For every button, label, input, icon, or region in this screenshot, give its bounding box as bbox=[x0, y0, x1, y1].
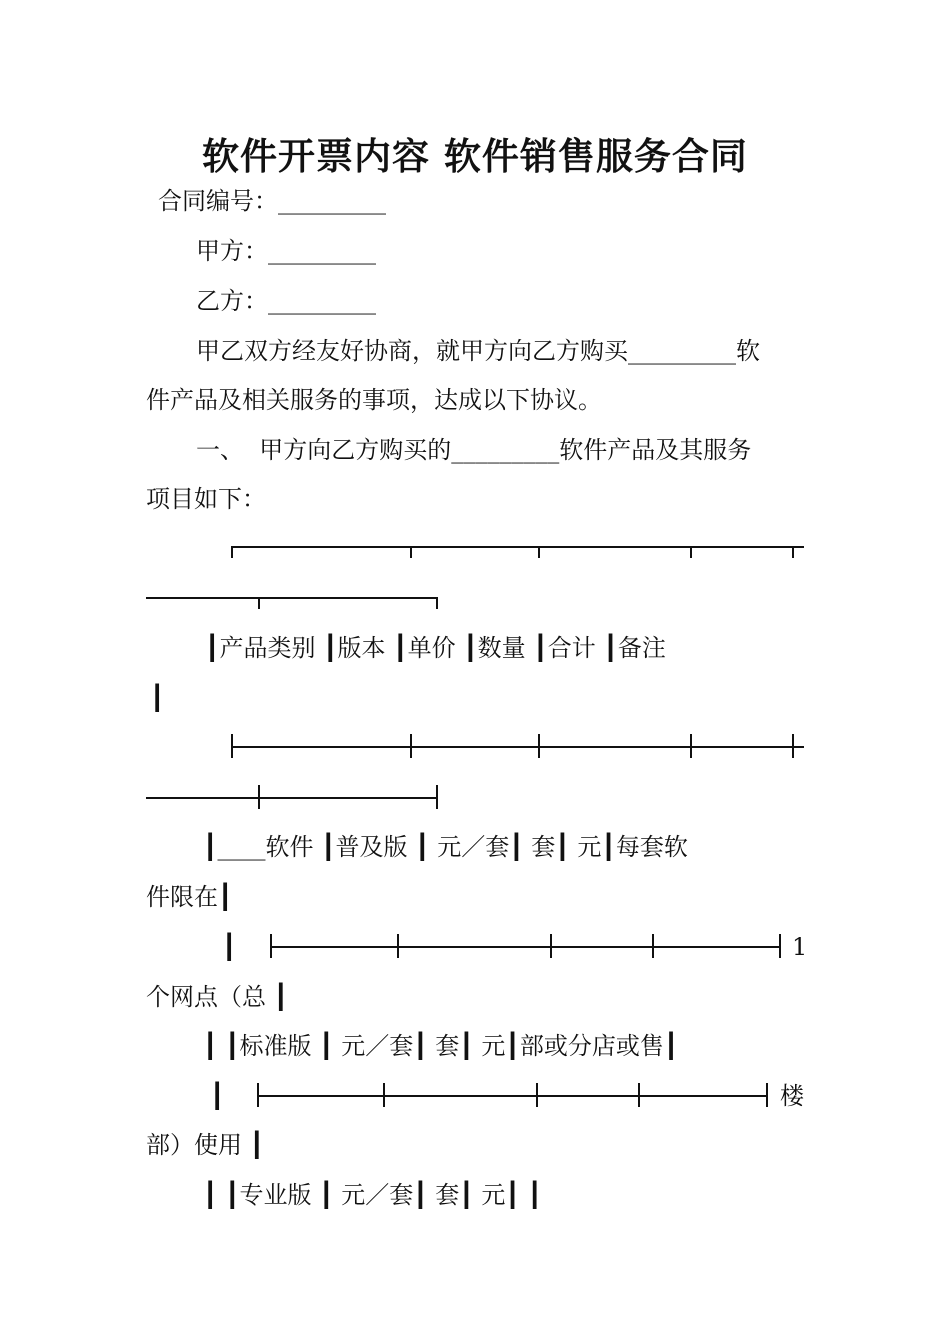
table-row-basic: ┃____软件 ┃普及版 ┃ 元／套┃ 套┃ 元┃每套软 bbox=[203, 833, 688, 861]
clause-one-line-1: 一、 甲方向乙方购买的_________软件产品及其服务 bbox=[196, 436, 752, 464]
table-row-basic-cont: 件限在┃ bbox=[146, 883, 233, 911]
table-header-row: ┃产品类别 ┃版本 ┃单价 ┃数量 ┃合计 ┃备注 bbox=[205, 634, 666, 662]
clause-one-line-2: 项目如下： bbox=[146, 485, 266, 513]
intro-paragraph-line-2: 件产品及相关服务的事项，达成以下协议。 bbox=[146, 386, 602, 414]
party-b-line: 乙方：_________ bbox=[196, 287, 376, 315]
intro-paragraph-line-1: 甲乙双方经友好协商，就甲方向乙方购买_________软 bbox=[196, 337, 760, 365]
table-row-standard: ┃ ┃标准版 ┃ 元／套┃ 套┃ 元┃部或分店或售┃ bbox=[203, 1032, 679, 1060]
document-title: 软件开票内容 软件销售服务合同 bbox=[202, 134, 748, 178]
table-row-professional: ┃ ┃专业版 ┃ 元／套┃ 套┃ 元┃ ┃ bbox=[203, 1181, 542, 1209]
table-row-separator-right: 1 bbox=[792, 933, 808, 961]
contract-number-line: 合同编号：_________ bbox=[158, 187, 386, 215]
table-row-separator-2-left: ┃ bbox=[210, 1082, 225, 1110]
table-row-separator-2-right: 楼 bbox=[780, 1082, 804, 1110]
table-header-row-cont: ┃ bbox=[150, 684, 165, 712]
table-row-cont-2: 个网点（总 ┃ bbox=[146, 983, 289, 1011]
party-a-line: 甲方：_________ bbox=[196, 237, 376, 265]
table-row-cont-4: 部）使用 ┃ bbox=[146, 1131, 265, 1159]
table-row-separator-left: ┃ bbox=[222, 933, 237, 961]
